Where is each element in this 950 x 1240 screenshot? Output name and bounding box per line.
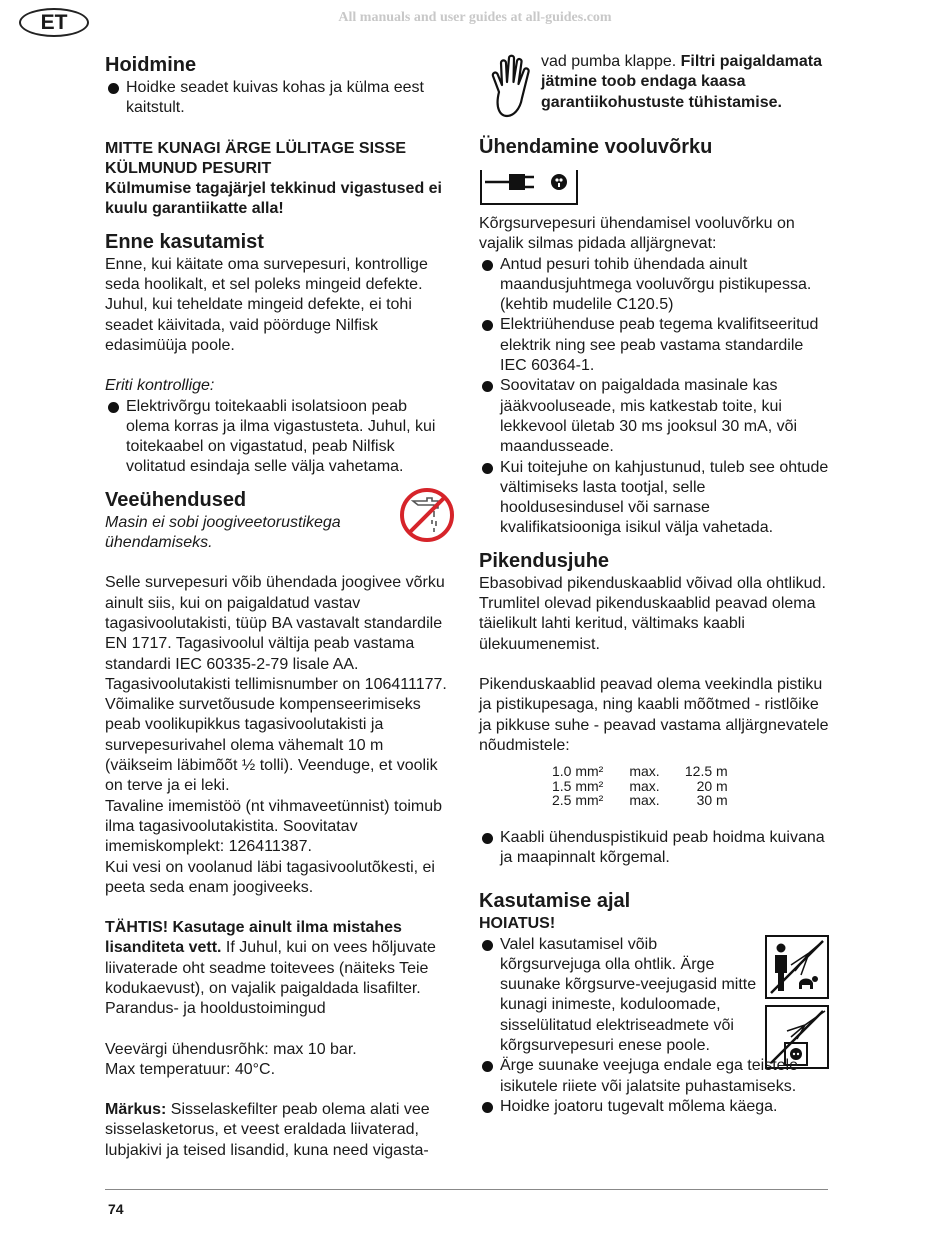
- plug-icon: [479, 164, 583, 208]
- extension-text-2: Pikenduskaablid peavad olema veekindla pistiku ja pistikupesaga, ning kaabli mõõtmed - ristlõike ja pikkuse suhe - peavad vastama alljärgnevatele nõudmistele:: [479, 675, 829, 754]
- important-note-bold: TÄHTIS! Kasutage ainult ilma mistahes lisanditeta vett.: [105, 919, 402, 957]
- remark-text: Sisselaskefilter peab olema alati vee sisselasketorus, et veest eraldada liivaterad, lubjakivi ja teised lisandid, kuna need vigasta-: [105, 1101, 430, 1159]
- no-drinking-water-icon: [399, 487, 455, 543]
- water-temperature: Max temperatuur: 40°C.: [105, 1060, 276, 1078]
- important-note: [105, 918, 455, 1019]
- extension-heading: Pikendusjuhe: [479, 549, 610, 572]
- cable-section: 1.5 mm²: [552, 777, 604, 794]
- mains-bullet-3: Soovitatav on paigaldada masinale kas jääkvooluseade, mis katkestab toite, kui lekkevool ületab 30 ms jooksul 30 mA, või maandusseade.: [479, 376, 831, 457]
- extension-bullet: Kaabli ühenduspistikuid peab hoidma kuivana ja maapinnalt kõrgemal.: [479, 828, 831, 869]
- table-row: [552, 779, 728, 794]
- during-use-bullet-1: Valel kasutamisel võib kõrgsurvejuga olla ohtlik. Ärge suunake kõrgsurve-veejugasid mitte kunagi inimeste, koduloomade, sisselülitatud elektriseadmete või kõrgsurvepesuri enese poole.: [479, 935, 831, 1057]
- water-pressure: Veevärgi ühendusrõhk: max 10 bar.: [105, 1040, 357, 1058]
- remark-label: Märkus:: [105, 1101, 167, 1119]
- during-use-bullet-3: Hoidke joatoru tugevalt mõlema käega.: [479, 1097, 831, 1117]
- extension-list: [479, 828, 831, 869]
- during-use-bullet-2: Ärge suunake veejuga endale ega teistele isikutele riiete või jalatsite puhastamiseks.: [479, 1056, 831, 1097]
- water-text-3: Kui vesi on voolanud läbi tagasivoolutõkesti, ei peeta seda enam joogiveeks.: [105, 858, 435, 896]
- left-column: [105, 52, 455, 1161]
- during-use-heading: Kasutamise ajal: [479, 890, 631, 913]
- filter-warning-bold: Filtri paigaldamata jätmine toob endaga kaasa garantiikohustuste tühistamise.: [541, 53, 823, 111]
- water-text-2: Tavaline imemistöö (nt vihmaveetünnist) toimub ilma tagasivoolutakistita. Soovitatav imemiskomplekt: 126411387.: [105, 797, 443, 856]
- mains-intro: Kõrgsurvepesuri ühendamisel vooluvõrku on vajalik silmas pidada alljärgnevat:: [479, 215, 795, 253]
- filter-warning-plain: vad pumba klappe.: [541, 53, 681, 70]
- remark: [105, 1100, 455, 1161]
- cable-max: max.: [629, 792, 660, 809]
- during-use-list: [479, 935, 831, 1118]
- hand-stop-icon: [485, 54, 543, 120]
- cable-length: 20 m: [696, 777, 728, 794]
- mains-bullet-4: Kui toitejuhe on kahjustunud, tuleb see ohtude vältimiseks lasta tootjal, selle hooldusesindusel või sarnase kvalifikatsiooniga isikul välja vahetada.: [479, 458, 831, 539]
- check-bullet: Elektrivõrgu toitekaabli isolatsioon peab olema korras ja ilma vigastusteta. Juhul, kui toitekaabel on vigastatud, peab Nilfisk volitatud esindaja selle välja vahetama.: [105, 397, 455, 478]
- filter-warning-block: [479, 52, 831, 114]
- warning-label: HOIATUS!: [479, 915, 556, 933]
- page-number: 74: [108, 1201, 124, 1217]
- water-heading: Veeühendused: [105, 488, 247, 511]
- frost-note: Külmumise tagajärjel tekkinud vigastused ei kuulu garantiikatte alla!: [105, 180, 442, 218]
- table-row: [552, 764, 728, 779]
- mains-heading: Ühendamine vooluvõrku: [479, 136, 713, 158]
- language-badge: ET: [19, 8, 89, 37]
- storage-list: [105, 78, 455, 119]
- during-use-block: [479, 935, 831, 1118]
- mains-list: [479, 255, 831, 539]
- important-note-text: If Juhul, kui on vees hõljuvate liivaterade oht seadme toitevees (näiteks Teie kodukaevust), on vajalik paigaldada lisafilter. Parandus- ja hooldustoimingud: [105, 939, 436, 1018]
- cable-spec-table: [552, 764, 728, 808]
- cable-max: max.: [629, 763, 660, 780]
- footer-divider: [105, 1189, 828, 1190]
- water-header-block: [105, 487, 455, 554]
- water-text-1: Selle survepesuri võib ühendada joogivee võrku ainult siis, kui on paigaldatud vastav tagasivoolutakisti, tüüp BA vastavalt standardile EN 1717. Tagasivoolul vältija peab vastama standardi IEC 60335-2-79 lisale AA. Tagasivoolutakisti tellimisnumber on 106411177. Võimalike survetõusude kompenseerimiseks peab voolikupikkus tagasivoolutakisti ja survepesurivahel olema vähemalt 10 m (väikseim läbimõõt ½ tolli). Veenduge, et voolik on terve ja ei leki.: [105, 574, 447, 795]
- mains-bullet-2: Elektriühenduse peab tegema kvalifitseeritud elektrik ning see peab vastama standardile IEC 60364-1.: [479, 315, 831, 376]
- water-subtitle: Masin ei sobi joogiveetorustikega ühendamiseks.: [105, 513, 341, 552]
- table-row: [552, 793, 728, 808]
- cable-section: 1.0 mm²: [552, 763, 604, 780]
- frost-warning: MITTE KUNAGI ÄRGE LÜLITAGE SISSE KÜLMUNUD PESURIT: [105, 139, 407, 177]
- cable-length: 12.5 m: [684, 763, 728, 780]
- storage-bullet: Hoidke seadet kuivas kohas ja külma eest kaitstult.: [105, 78, 455, 119]
- cable-length: 30 m: [696, 792, 728, 809]
- storage-heading: Hoidmine: [105, 54, 197, 76]
- cable-max: max.: [629, 777, 660, 794]
- before-use-heading: Enne kasutamist: [105, 230, 264, 253]
- cable-section: 2.5 mm²: [552, 792, 604, 809]
- mains-bullet-1: Antud pesuri tohib ühendada ainult maandusjuhtmega vooluvõrgu pistikupessa. (kehtib mudelile C120.5): [479, 255, 831, 316]
- extension-text-1: Ebasobivad pikenduskaablid võivad olla ohtlikud. Trumlitel olevad pikenduskaablid peavad olema täielikult lahti keritud, vältimaks kaabli ülekuumenemist.: [479, 574, 826, 653]
- check-label: Eriti kontrollige:: [105, 377, 215, 395]
- right-column: [479, 52, 831, 1117]
- watermark: All manuals and user guides at all-guides.com: [338, 10, 612, 25]
- before-use-text: Enne, kui käitate oma survepesuri, kontrollige seda hoolikalt, et sel poleks mingeid defekte. Juhul, kui teheldate mingeid defekte, ei tohi seadet käivitada, vaid pöörduge Nilfisk edasimüüja poole.: [105, 255, 428, 354]
- check-list: [105, 397, 455, 478]
